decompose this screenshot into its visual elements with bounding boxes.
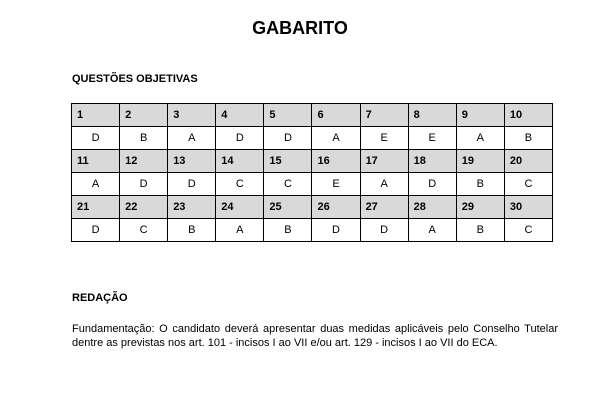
question-number-cell: 5 [264,104,312,127]
answer-cell: D [312,219,360,242]
answer-row [72,173,553,196]
answer-cell: A [456,127,504,150]
question-number-cell: 9 [456,104,504,127]
question-number-cell: 15 [264,150,312,173]
answer-cell: B [504,127,552,150]
answer-cell: D [120,173,168,196]
answer-cell: D [408,173,456,196]
answer-cell: C [216,173,264,196]
question-number-cell: 11 [72,150,120,173]
answer-cell: D [264,127,312,150]
answer-cell: A [216,219,264,242]
answer-row [72,219,553,242]
question-number-cell: 28 [408,196,456,219]
question-number-cell: 2 [120,104,168,127]
question-number-cell: 16 [312,150,360,173]
question-number-cell: 25 [264,196,312,219]
question-number-cell: 8 [408,104,456,127]
answer-cell: A [72,173,120,196]
essay-heading: REDAÇÃO [72,292,128,304]
answer-cell: C [504,219,552,242]
answer-cell: B [456,173,504,196]
answer-cell: B [264,219,312,242]
answer-cell: B [168,219,216,242]
question-number-cell: 27 [360,196,408,219]
essay-rationale: Fundamentação: O candidato deverá apresentar duas medidas aplicáveis pelo Conselho Tutelar dentre as previstas nos art. 101 - incisos I ao VII e/ou art. 129 - incisos I ao VII do ECA. [72,323,558,349]
answer-cell: E [408,127,456,150]
objective-questions-heading: QUESTÕES OBJETIVAS [72,73,198,85]
answer-cell: D [72,127,120,150]
answer-cell: D [168,173,216,196]
question-number-cell: 10 [504,104,552,127]
question-number-cell: 20 [504,150,552,173]
answer-cell: D [72,219,120,242]
question-number-cell: 18 [408,150,456,173]
answer-cell: D [360,219,408,242]
question-number-cell: 4 [216,104,264,127]
question-number-cell: 19 [456,150,504,173]
question-number-row [72,196,553,219]
question-number-cell: 6 [312,104,360,127]
question-number-cell: 30 [504,196,552,219]
question-number-cell: 13 [168,150,216,173]
answer-cell: A [408,219,456,242]
question-number-cell: 1 [72,104,120,127]
answer-cell: C [120,219,168,242]
answer-cell: B [120,127,168,150]
question-number-cell: 3 [168,104,216,127]
answer-cell: A [312,127,360,150]
answer-cell: D [216,127,264,150]
answer-cell: B [456,219,504,242]
answer-row [72,127,553,150]
question-number-row [72,150,553,173]
answer-cell: C [504,173,552,196]
answer-cell: A [360,173,408,196]
question-number-cell: 23 [168,196,216,219]
answer-cell: C [264,173,312,196]
question-number-cell: 22 [120,196,168,219]
question-number-row [72,104,553,127]
question-number-cell: 21 [72,196,120,219]
question-number-cell: 26 [312,196,360,219]
question-number-cell: 17 [360,150,408,173]
question-number-cell: 29 [456,196,504,219]
page-title: GABARITO [252,18,348,38]
question-number-cell: 7 [360,104,408,127]
answer-cell: A [168,127,216,150]
question-number-cell: 14 [216,150,264,173]
answer-key-table [71,103,553,242]
question-number-cell: 24 [216,196,264,219]
question-number-cell: 12 [120,150,168,173]
answer-cell: E [360,127,408,150]
answer-cell: E [312,173,360,196]
